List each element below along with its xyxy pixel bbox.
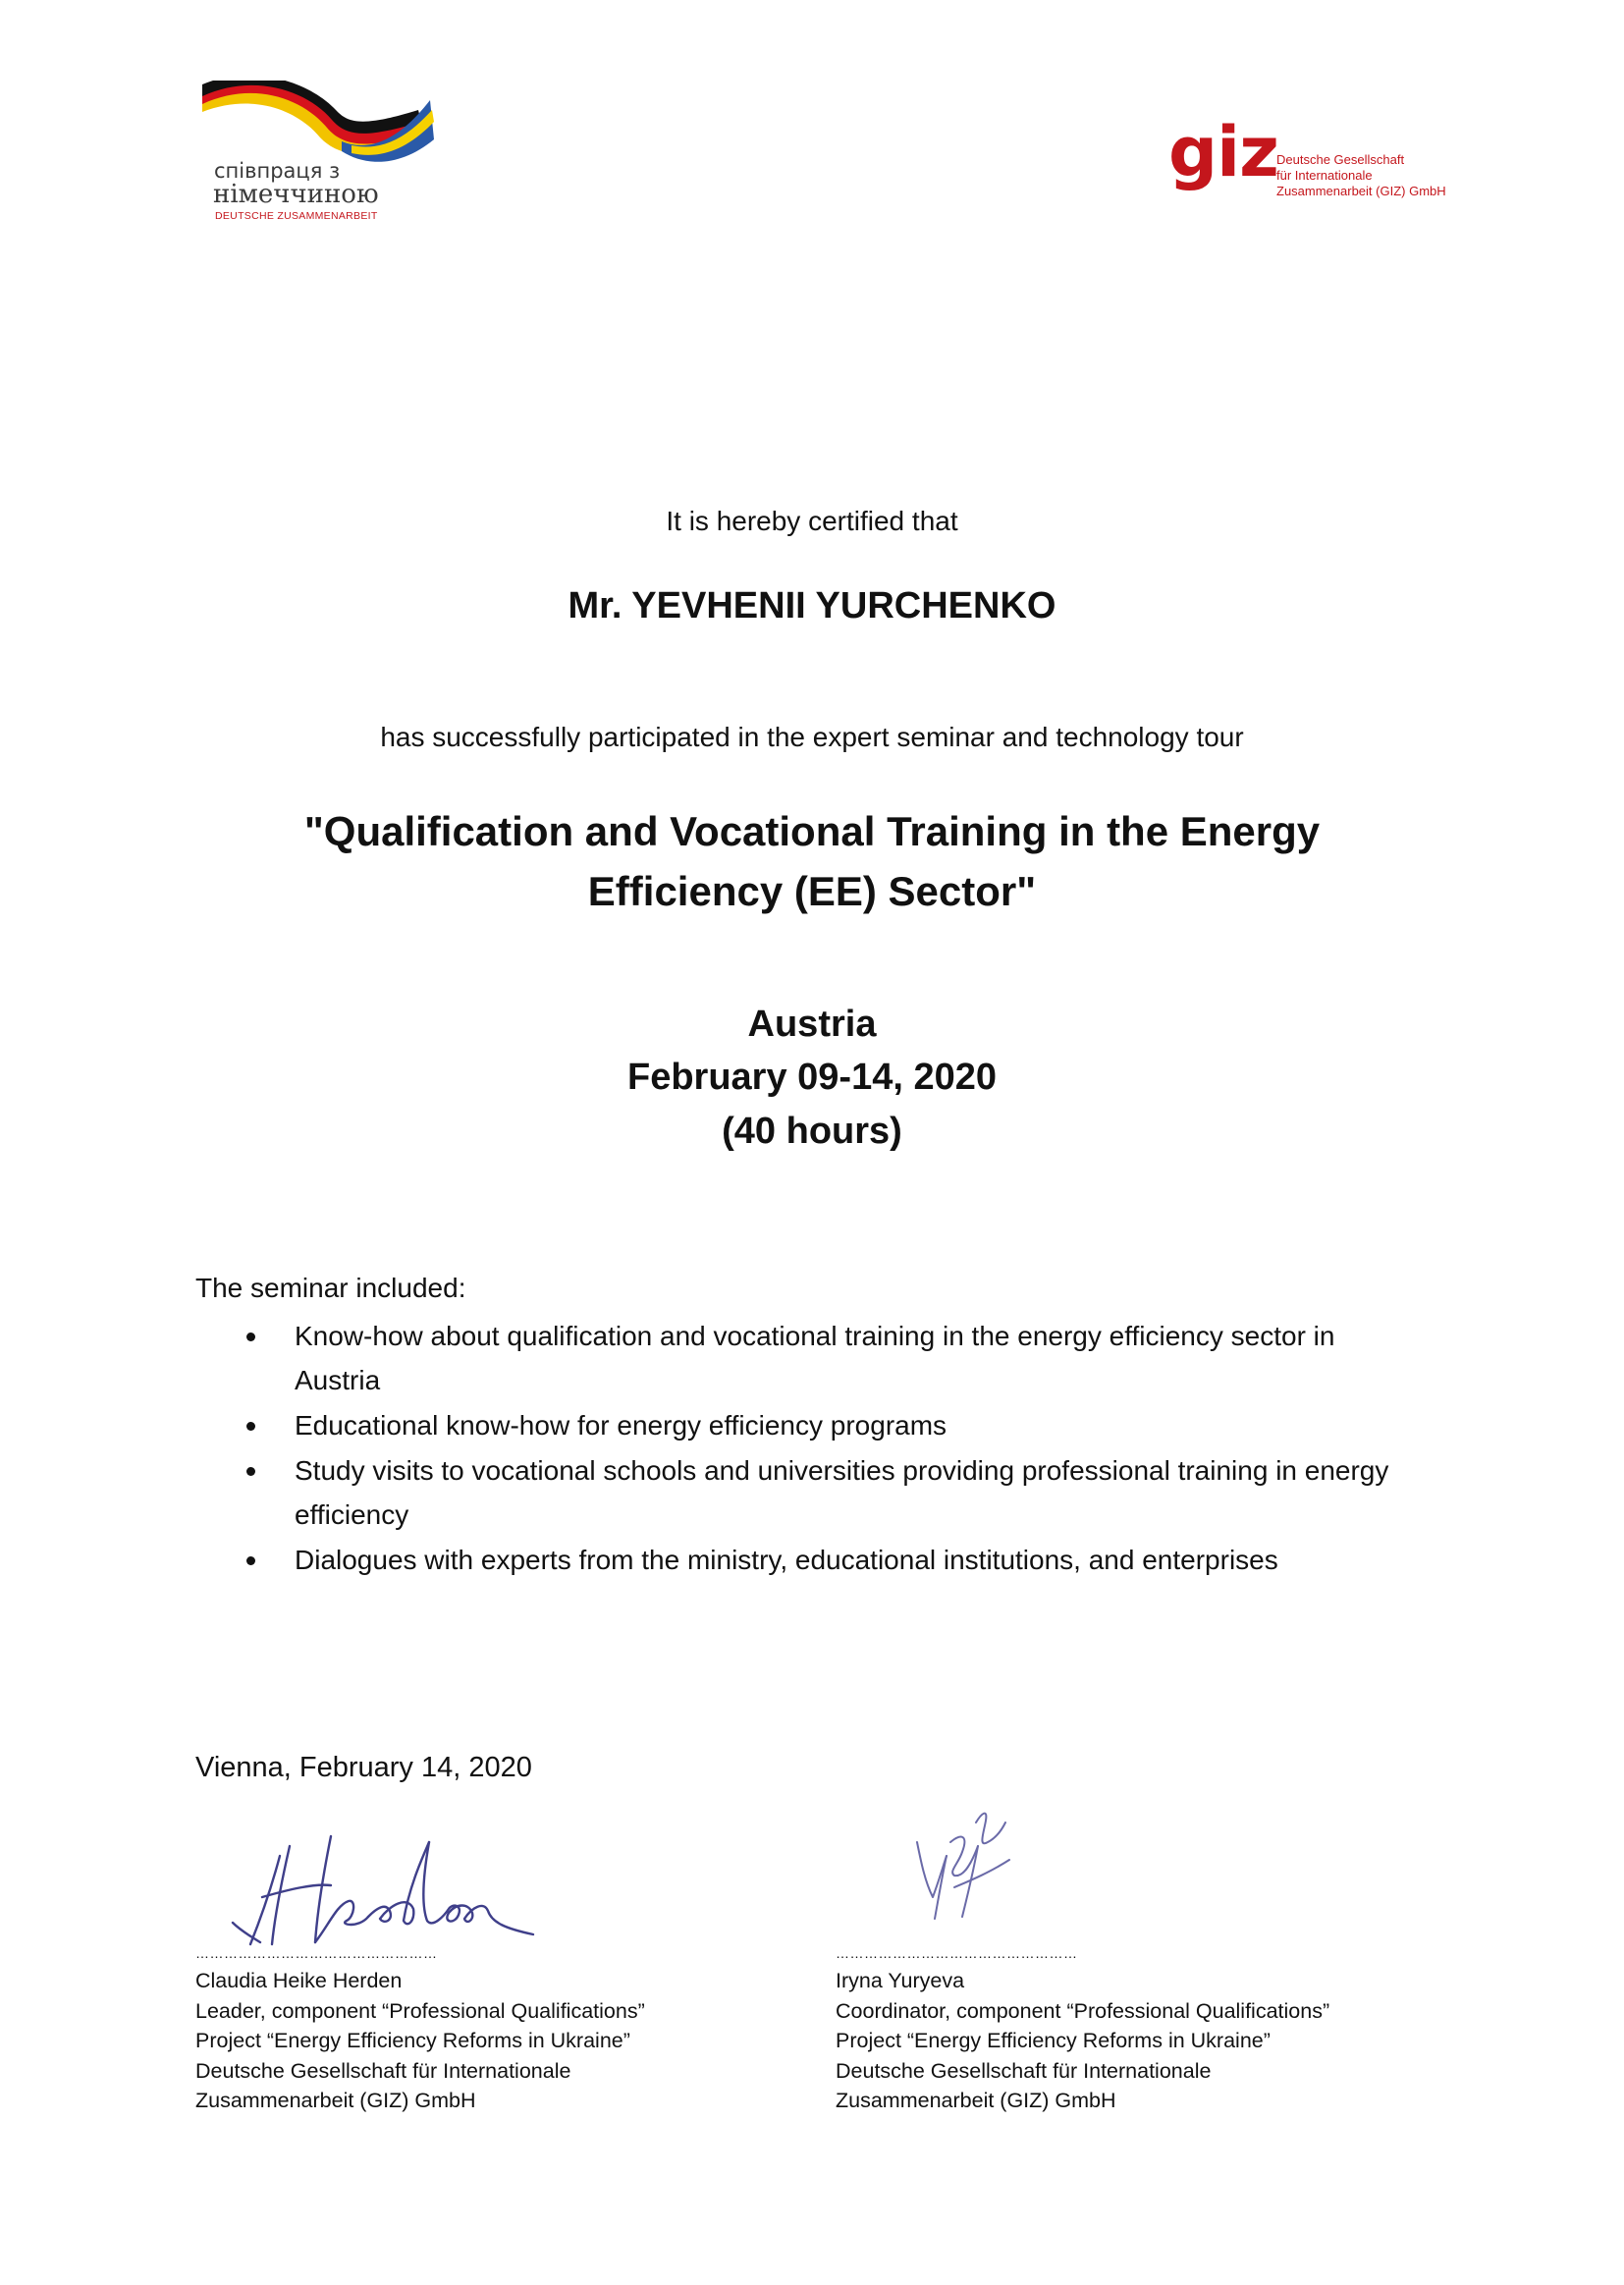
signature-line: ……………………………………………	[836, 1945, 1078, 1961]
recipient-name: Mr. YEVHENII YURCHENKO	[568, 585, 1056, 626]
logo-text-line1: співпраця з	[214, 159, 341, 183]
giz-name-line: für Internationale	[1276, 168, 1373, 183]
issue-place-date: Vienna, February 14, 2020	[195, 1752, 532, 1783]
seminar-title-line: Efficiency (EE) Sector"	[587, 868, 1037, 914]
list-item	[236, 1538, 1443, 1582]
signatory-block	[195, 1946, 785, 2116]
list-item-line: Educational know-how for energy efficiency programs	[295, 1410, 947, 1441]
logo-text-line2: німеччиною	[213, 180, 379, 209]
signatory-name: Claudia Heike Herden	[195, 1969, 403, 1992]
signature-line: ……………………………………………	[195, 1945, 438, 1961]
signatory-project: Project “Energy Efficiency Reforms in Ukraine”	[836, 2029, 1271, 2052]
giz-name-line: Deutsche Gesellschaft	[1276, 152, 1405, 167]
giz-organization-name	[1276, 152, 1446, 199]
giz-logo	[1168, 112, 1483, 228]
list-item-line: Austria	[295, 1365, 381, 1395]
certification-intro: It is hereby certified that	[666, 506, 958, 536]
participation-statement: has successfully participated in the expert seminar and technology tour	[380, 722, 1244, 752]
signatory-project: Project “Energy Efficiency Reforms in Ukraine”	[195, 2029, 630, 2052]
signatory-role: Leader, component “Professional Qualifications”	[195, 1998, 645, 2023]
seminar-title-line: "Qualification and Vocational Training in the Energy	[303, 808, 1321, 854]
signatory-block	[836, 1946, 1425, 2116]
logo-text-line3: DEUTSCHE ZUSAMMENARBEIT	[215, 210, 378, 222]
list-item-line: Know-how about qualification and vocational training in the energy efficiency sector in	[295, 1321, 1335, 1351]
signatory-organization: Deutsche Gesellschaft für Internationale	[836, 2058, 1212, 2083]
cooperation-logo	[194, 81, 450, 228]
list-item-line: Study visits to vocational schools and universities providing professional training in energy	[295, 1455, 1389, 1486]
bullet-icon	[246, 1467, 255, 1476]
list-item	[236, 1403, 1443, 1447]
signatory-organization: Zusammenarbeit (GIZ) GmbH	[836, 2089, 1116, 2112]
seminar-hours: (40 hours)	[722, 1111, 902, 1152]
flag-ribbon-icon	[194, 81, 440, 169]
bullet-icon	[246, 1556, 255, 1565]
signatory-name: Iryna Yuryeva	[836, 1969, 965, 1992]
bullet-icon	[246, 1333, 255, 1341]
seminar-contents-heading: The seminar included:	[195, 1273, 466, 1303]
list-item-line: efficiency	[295, 1499, 409, 1530]
seminar-dates: February 09-14, 2020	[626, 1057, 997, 1098]
seminar-title	[177, 801, 1447, 921]
giz-wordmark: giz	[1168, 112, 1278, 192]
signatory-role: Coordinator, component “Professional Qualifications”	[836, 1998, 1330, 2023]
list-item	[236, 1314, 1443, 1402]
seminar-location: Austria	[747, 1004, 877, 1045]
list-item	[236, 1448, 1443, 1537]
signature-yuryeva-icon	[903, 1803, 1021, 1931]
giz-name-line: Zusammenarbeit (GIZ) GmbH	[1276, 184, 1446, 198]
seminar-contents-list	[236, 1314, 1443, 1583]
list-item-line: Dialogues with experts from the ministry, educational institutions, and enterprises	[295, 1545, 1278, 1575]
signature-herden-icon	[221, 1826, 545, 1954]
signatory-organization: Deutsche Gesellschaft für Internationale	[195, 2058, 571, 2083]
signatory-organization: Zusammenarbeit (GIZ) GmbH	[195, 2089, 476, 2112]
bullet-icon	[246, 1422, 255, 1431]
